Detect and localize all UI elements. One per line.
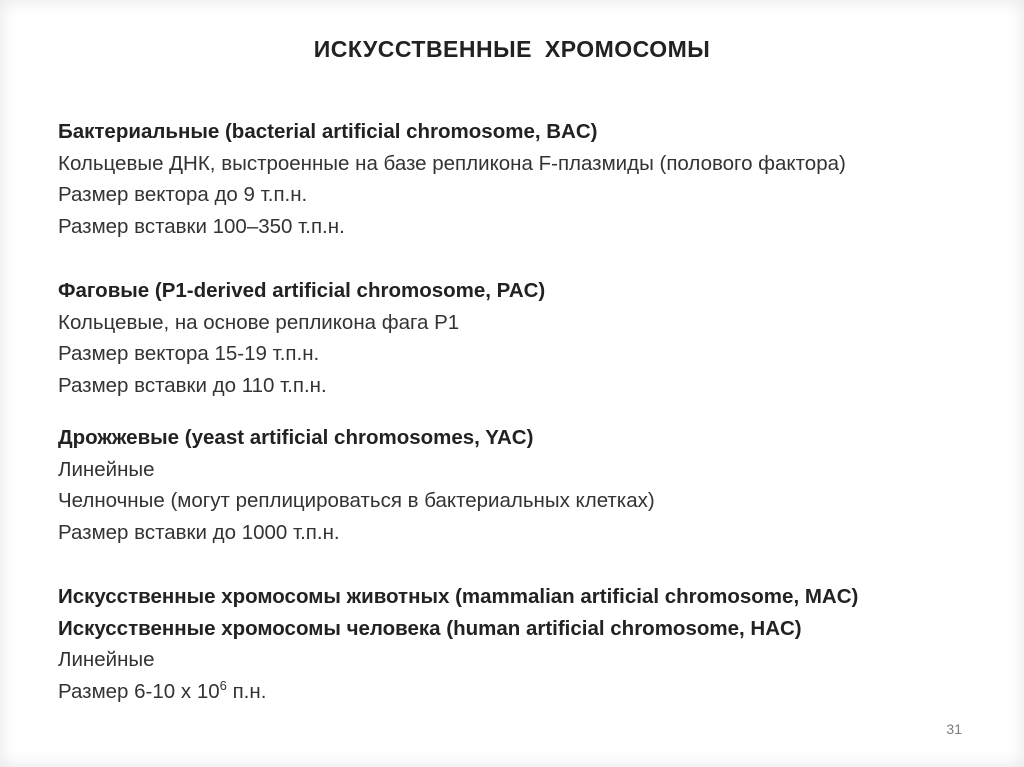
section-heading-2: Искусственные хромосомы человека (human artificial chromosome, HAC) bbox=[58, 616, 802, 640]
size-exponent: 6 bbox=[219, 677, 227, 693]
section-line: Кольцевые ДНК, выстроенные на базе репликона F-плазмиды (полового фактора) bbox=[58, 151, 846, 175]
section-line: Размер вставки 100–350 т.п.н. bbox=[58, 214, 345, 238]
section-line: Челночные (могут реплицироваться в бактериальных клетках) bbox=[58, 489, 655, 512]
section-heading: Фаговые (P1-derived artificial chromosome, PAC) bbox=[58, 279, 546, 302]
section-yac bbox=[58, 422, 655, 548]
page-number: 31 bbox=[946, 721, 962, 737]
section-line: Размер вектора 15-19 т.п.н. bbox=[58, 342, 320, 365]
size-prefix: Размер 6-10 х 10 bbox=[58, 679, 220, 703]
section-line: Размер вставки до 110 т.п.н. bbox=[58, 373, 327, 397]
size-line bbox=[58, 676, 858, 708]
section-pac bbox=[58, 275, 545, 401]
section-line: Размер вставки до 1000 т.п.н. bbox=[58, 520, 340, 544]
section-bac bbox=[58, 116, 846, 242]
section-heading: Искусственные хромосомы животных (mammalian artificial chromosome, MAC) bbox=[58, 585, 859, 608]
size-suffix: п.н. bbox=[226, 679, 267, 703]
section-line: Кольцевые, на основе репликона фага Р1 bbox=[58, 310, 460, 334]
section-line: Линейные bbox=[58, 648, 155, 671]
slide-title: ИСКУССТВЕННЫЕ ХРОМОСОМЫ bbox=[313, 36, 711, 62]
section-mac-hac bbox=[58, 581, 858, 707]
section-heading: Бактериальные (bacterial artificial chromosome, BAC) bbox=[58, 120, 598, 143]
section-line: Линейные bbox=[58, 457, 155, 481]
section-heading: Дрожжевые (yeast artificial chromosomes, YAC) bbox=[58, 426, 534, 449]
section-line: Размер вектора до 9 т.п.н. bbox=[58, 183, 308, 206]
